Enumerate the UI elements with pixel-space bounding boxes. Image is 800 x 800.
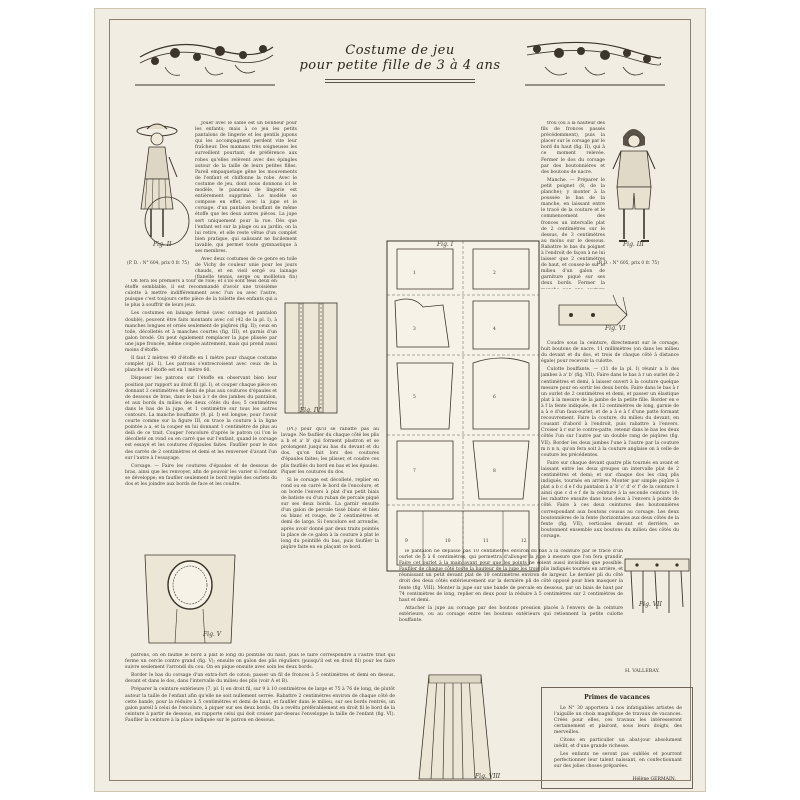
paragraph: Les enfants ne seront pas oubliés et pourront perfectionner leur talent naissant, en confectionnant sur des jolies choses préparées. xyxy=(554,752,682,769)
fig8-label: Fig. VIII xyxy=(475,773,501,780)
fig3-illustration xyxy=(597,117,671,257)
pattern-number: 7 xyxy=(413,469,416,474)
primes-box xyxy=(541,687,693,789)
paragraph: Corsage. — Faire les coutures d'épaules et de dessous de bras, ainsi que les renvoyer, afin de pouvoir les varier si l'enfant se développe; en faufiler seulement le bord replié des ourlets du dos et les joindre aux bords de face et les coudre. xyxy=(125,463,277,487)
pattern-number: 4 xyxy=(493,327,496,332)
paragraph: Avec deux costumes de ce genre en toile de Vichy de couleur unie pour les jours chauds, et en vieil sergé ou lainage (flanelle tennis, serge ou mollleton fin) xyxy=(195,257,297,281)
paragraph: Il faut 2 mètres 40 d'étoffe en 1 mètre pour chaque costume complet (pl. I). Les patrons s'entrecroisent avec ceux de la planche et l'étoffe est en 1 mètre 60. xyxy=(125,356,277,374)
title-line1: Costume de jeu xyxy=(345,43,455,58)
paragraph: Si le corsage est décolleté, replier en rond ou en carré le bord de l'encolure, et on borde l'envers à plat d'un petit biais de batiste ou d'un ruban de percale piqué sur ses deux bords. La garnir ensuite d'un galon de percale tissé blanc et bleu ou blanc et rouge, de 2 centimètres et demi de large. Si l'encolure est arrondie, après avoir donné par deux traits pointés la place de ce galon à la couture à plat le long du pointillé du bas, puis faufiler la piqûre faite en en plaçant ce bord. xyxy=(281,477,379,550)
fig3-caption: (P. D. : N° 605, prix 0 fr. 75) xyxy=(597,261,659,266)
header xyxy=(135,27,665,105)
header-floral-ornament-right xyxy=(525,27,665,87)
primes-title: Primes de vacances xyxy=(584,694,650,701)
paragraph: patrons, on en faufile le bord à plat le long du pointillé du haut, puis le faire correspondre à l'autre trait qui ferme un cercle contre grand (fig. V); ensuite on galon des plis réguliers (puisqu'il est en droit fil) pour les faire suivre seulement l'arrondi du cou. On en pique ensuite avec soin les deux bords. xyxy=(125,653,395,671)
title-line2: pour petite fille de 3 à 4 ans xyxy=(299,58,501,73)
fig2-label: Fig. II xyxy=(153,241,172,248)
paragraph: Manche. — Préparer le petit poignet (8, de la planche); y monter à la poussée le bas de la manche, en laissant entre le tracé de la couture et le commencement des fronces un intervalle plat de 2 centimètres sur le dessus, de 3 centimètres au moins sur le dessous. Rabattre le bas du poignet à l'endroit de façon à ne lui laisser que 2 centimètres de haut, et cousez-le sur le milieu d'un galon de garniture piqué sur ses deux bords. Fermer la xyxy=(541,177,605,287)
pattern-number: 3 xyxy=(413,327,416,332)
pattern-number: 5 xyxy=(413,395,416,400)
pattern-number: 8 xyxy=(493,469,496,474)
pattern-number: 10 xyxy=(445,539,451,544)
pattern-number: 11 xyxy=(483,539,489,544)
text-left-main xyxy=(125,279,277,547)
paragraph: le pantalon ne dépasse pas 10 centimètres environ du bas à la ceinture par le tracé d'un ourlet de 5 à 6 centimètres, qui permettra d'allonger la jupe à mesure que l'on fera grandir. Faire cet ourlet à la main avant pour que les points ne soient aussi invisibles que possible. Faufiler de chaque côté toute la hauteur de la jupe les trois plis indiqués tournés en arrière, et réunissant un petit devant plat de 10 centimètres environ de largeur. Le dernier pli du côté droit des deux côtés extérieurement sur la dernière pli de côté opposé pour bien masquer la fente (fig. VIII). Monter la jupe sur une bande de percale en dessous, par un biais de haut par 74 centimètres de long, replier en deux pour la réduire à 5 centimètres sur 2 centimètres de haut et demi. xyxy=(399,549,623,603)
text-middle-bottom xyxy=(125,653,395,787)
text-center-lower xyxy=(399,549,623,673)
fig1-pattern-layout xyxy=(383,235,543,575)
fig4-label: Fig. IV xyxy=(300,407,321,414)
paragraph: Le N° 30 apportera à nos infatigables artistes de l'aiguille un choix magnifique de travaux de vacances. Créés pour elles, ces travaux les intéresseront certainement et plairont, sous leurs doigts, des merveilles. xyxy=(554,706,682,735)
text-middle-top xyxy=(281,427,379,553)
pattern-number: 2 xyxy=(493,271,496,276)
primes-signature: Hélène GERMAIN. xyxy=(632,777,676,782)
pattern-number: 9 xyxy=(405,539,408,544)
fig2-caption: (P. D. : N° 604, prix 0 fr. 75) xyxy=(127,261,189,266)
header-floral-ornament-left xyxy=(135,27,275,87)
fig7-illustration xyxy=(623,549,691,619)
fig4-illustration xyxy=(279,299,343,419)
magazine-page xyxy=(94,8,706,792)
paragraph: Border le bas du corsage d'un extra-fort de coton; passer un fil de fronces à 5 centimètres et demi en dessus, devant et dans le dos, dans l'intervalle du milieu des plis (voir A et B). xyxy=(125,673,395,685)
pattern-number: 1 xyxy=(413,271,416,276)
paragraph: Les costumes en lainage fermé (avec corsage et pantalon doublé), peuvent être faits montants avec col (42 de la pl. I), à manches longues et ornés seulement de piqûres (fig. II); ceux en toile, décolletés et à manches courtes (fig. III), et garnis d'un galon brodé. On peut également remplacer la jupe plissée par une jupe froncée, même coupée autrement, mais qui prend aussi moins d'étoffe. xyxy=(125,311,277,354)
fig6-label: Fig. VI xyxy=(605,325,626,332)
fig1-label: Fig. I xyxy=(437,241,454,248)
paragraph: Culotte bouffante. — (11 de la pl. I) réunir a b des jambes à a' b' (fig. VII). Faire dans le bas à r un ourlet de 2 centimètres et demi, à laisser ouvert à la couture quelque mesure pour en sortir les deux bords. Faire dans le bas à r un ourlet de 2 centimètres et demi, et passer un élastique plat à la mesure de la jambe de la petite fille. Border en e à f la fente indiquée, de 12 centimètres de long, garnie de a à e d'un faux-ourlet, et de a à e à f d'une patte formant recouvrement. Faire la couture, du milieu du devant, en cousant d'abord à l'endroit, puis rabattre à l'envers. Croiser à r sur le contre-patte, retenir dans le bas les deux côtés l'un sur l'autre par un double rang de piqûres (fig. VII). Border les deux jambes l'une à l'autre par la couture m n n n, qu'on fera soit à la couture anglaise on à celle de couture les précédentes. xyxy=(541,367,679,458)
title-rule xyxy=(325,79,475,83)
fig5-illustration xyxy=(135,549,245,649)
text-right-main xyxy=(541,271,679,541)
paragraph: trou (ou à la hauteur des fils de fronces passés précédemment), puis la placer sur le corsage par le bord du haut (fig. II), qui à ce moment relevée. Fermer le dos du corsage par des boutonnières et des boutons de nacre. xyxy=(541,121,605,175)
paragraph: On fera les premiers à tour de rôle; et s'ils sont tous deux en étoffe semblable, il est recommandé d'avoir une troisième culotte à mettre indifféremment avec l'un ou avec l'autre, puisque c'est toujours cette pièce de la toilette des enfants qui a le plus à souffrir de leurs jeux. xyxy=(125,279,277,309)
paragraph: Disposer les patrons sur l'étoffe en observant bien leur position par rapport au droit fil (pl. I), et couper chaque pièce en donnant 2 centimètres et demi de plus aux coutures d'épaules et de dessous de bras, dans le bas à r de des jambes du pantalon, et aux bords du milieu des deux côtés du dos; 5 centimètres dans le bas de la jupe, et 1 centimètre sur tous les autres contours. La manche bouffante (9, pl. I) est longue; pour l'avoir courte comme sur la figure III, on trace la couture à la ligne pointée a a, et la couper en lui donnant 1 centimètre de plus au delà de ce trait. Couper l'encolure d'après le patron (si l'on le décolleté on rond ou en carré que sur l'enfant, quand le corsage est essayé et les coutures d'épaules faites. Faufiler pour le dos des carrés de 2 centimètres et demi et les renverser d'avant l'un sur l'autre à l'essayage. xyxy=(125,376,277,461)
text-left-intro xyxy=(195,121,297,281)
fig3-label: Fig. III xyxy=(623,241,644,248)
paragraph: Jouer avec le sable est un bonheur pour les enfants; mais à ce jeu les petits pantalons de lingerie et les gentils jupons qui les accompagnent perdent vite leur fraîcheur. Des mamans très soigneuses les surveillent pourtant, de préférence aux robes qu'elles relèvent avec des épingles autour de la taille de leurs petites filles. Pareil empaquetage gêne les mouvements de l'enfant et chiffonne la robe. Avec le costume de jeu, dont nous donnons ici le modèle, le panneau de lingerie est entièrement supprimé. Le modèle se compose en effet, avec la jupe et le corsage, d'un pantalon bouffant de même étoffe que les deux autres pièces. La jupe sert uniquement pour la rue. Dès que l'enfant est sur la plage ou au jardin, on la lui retire, et elle reste vêtue d'un complet bien pratique, qui salissant ne facilement lavable, qui permet toute gymnastique à ses membres. xyxy=(195,121,297,254)
fig8-illustration xyxy=(415,671,495,783)
primes-text xyxy=(554,706,682,772)
paragraph: Coudre sous la ceinture, directement sur le corsage, huit boutons de nacre. 11 millimètres (on dans les milieu du devant et du dos, et trois de chaque côté à distance égale) pour recevoir la culotte. xyxy=(541,341,679,365)
signature-main: H. VALLERAY. xyxy=(625,669,660,674)
paragraph: Faire sur chaque devant quatre plis tournés en avant et laissant entre les deux groupes un intervalle plat de 2 centimètres et demi; et sur chaque dos les cinq plis indiqués, tournés en arrière. Monter par simple piqûre à plat a b c d e f du pantalon à a' b' c' d' e' f' de la ceinture 1 ainsi que c d e f de la ceinture à la seconde ceinture 10; les rabattre ensuite dans tous deux à l'envers à points de côté. Faire à ces deux ceintures des boutonnières correspondant aux boutons cousus au corsage. Les deux boutonnières de la fente (horizontales aux deux côtés de la fente (fig. VII), verticales devant et derrière, se boutonnent ensemble aux boutons du milieu des côtés du corsage. xyxy=(541,460,679,539)
paragraph: (Pl.) pour qu'il se rabatte pas au lavage. Ne faufiler du chaque côté les plis a b et a' b' qui forment plastron et se prolongent jusqu'au bas du devant et du dos, qu'on fait lors des coutures d'épaules faites; les plisser, et coudre ces plis faufilés du bord en bas et les épaules. Piquer les coutures du dos. xyxy=(281,427,379,475)
fig7-label: Fig. VII xyxy=(639,601,662,608)
title-block xyxy=(299,43,500,83)
fig2-illustration xyxy=(123,117,193,257)
paragraph: Citons en particulier un abat-jour absolument inédit, et d'une grande richesse. xyxy=(554,738,682,749)
fig5-label: Fig. V xyxy=(203,631,222,638)
paragraph: Préparer la ceinture extérieure (7, pl. I) en droit fil, sur 9 à 10 centimètres de large et 75 à 76 de long, de plutôt autour la taille de l'enfant afin qu'elle ne soit nullement serrée. Rabattre 2 centimètres environ de chaque côté de cette bande, pour la réduire à 5 centimètres et demi de haut, et faufiler dans le milieu, sur ses bords rentrés, un galon pareil à celui de l'encolure, à piquer sur ses deux bords. On a revêtu préférablement en droit fil le bord de la ceinture à partir de dessous, en rapporte celui qui doit croiser par-dessus l'enveloppe la taille de l'enfant (fig. VI). Faufiler la ceinture à la place indiquée sur le patron en dessous. xyxy=(125,687,395,723)
pattern-number: 6 xyxy=(493,395,496,400)
text-right-top xyxy=(541,121,605,289)
paragraph: Attacher la jupe au corsage par des boutons pression placés à l'envers de la ceinture extérieure, ou au corsage entre les boutons extérieurs qui retiennent la petite culotte bouffante. xyxy=(399,605,623,624)
pattern-number: 12 xyxy=(521,539,527,544)
